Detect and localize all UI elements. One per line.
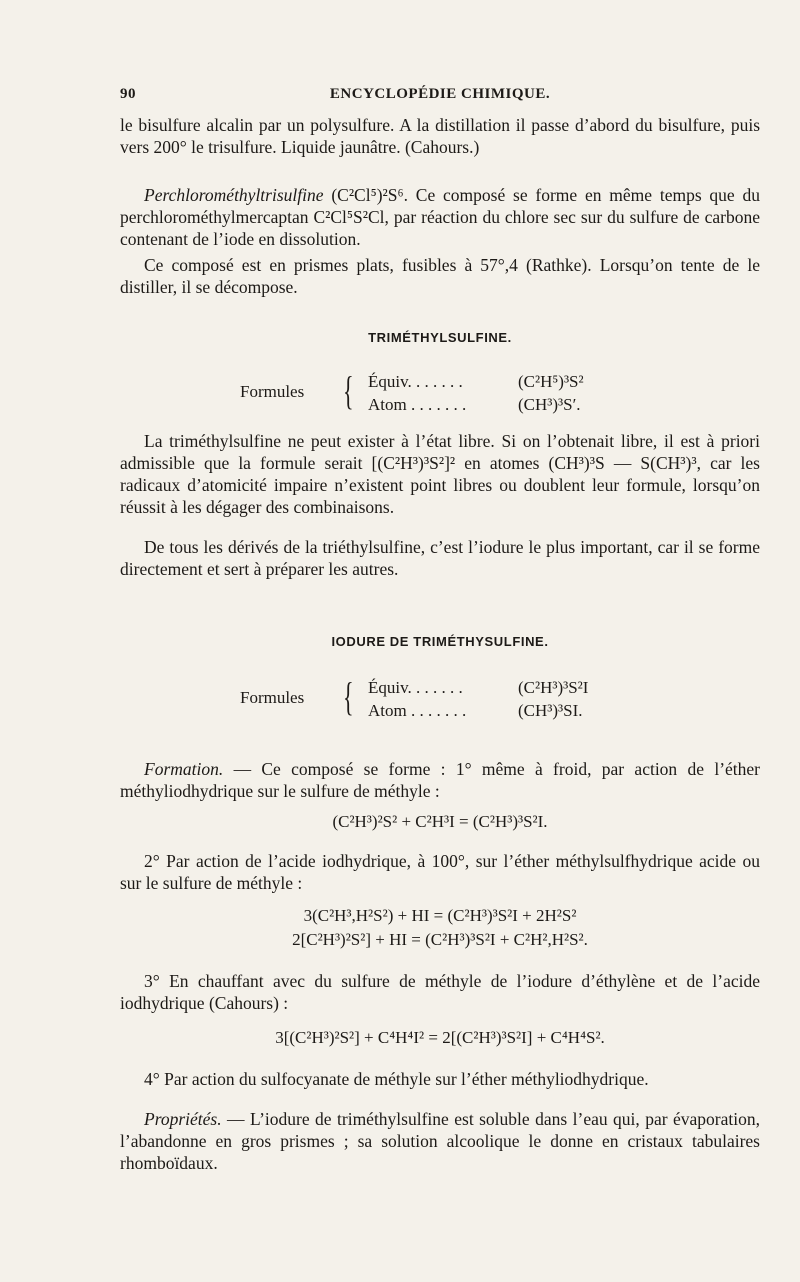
brace: { — [343, 368, 354, 413]
running-title: ENCYCLOPÉDIE CHIMIQUE. — [329, 86, 551, 102]
formulas-iodure — [200, 676, 640, 726]
paragraph-perchloromethyltrisulfine: Perchlorométhyltrisulfine (C²Cl⁵)²S⁶. Ce composé se forme en même temps que du perchlorométhylmercaptan C²Cl⁵S²Cl, par réaction du chlore sec sur du sulfure de carbone contenant de l’iode en dissolution. — [120, 185, 760, 249]
equation-4: 3[(C²H³)²S²] + C⁴H⁴I² = 2[(C²H³)³S²I] + C⁴H⁴S². — [275, 1028, 605, 1047]
brace: { — [343, 674, 354, 719]
page-header — [120, 86, 760, 110]
formulas-label: Formules — [240, 382, 305, 401]
paragraph-bisulfure: le bisulfure alcalin par un polysulfure. A la distillation il passe d’abord du bisulfure, puis vers 200° le trisulfure. Liquide jaunâtre. (Cahours.) — [120, 115, 760, 157]
formula-equiv-row: Équiv. . . . . . . (C²H⁵)³S² — [368, 372, 584, 391]
formula-perchloro: (C²Cl⁵)²S⁶. — [331, 185, 408, 205]
paragraph-proprietes: Propriétés. — L’iodure de triméthylsulfine est soluble dans l’eau qui, par évaporation, l’abandonne en gros prismes ; sa solution alcoolique le donne en cristaux tabulaires rhomboïdaux. — [120, 1109, 760, 1173]
paragraph-formation: Formation. — Ce composé se forme : 1° même à froid, par action de l’éther méthyliodhydrique sur le sulfure de méthyle : — [120, 759, 760, 801]
equation-2: 3(C²H³,H²S²) + HI = (C²H³)³S²I + 2H²S² — [303, 906, 577, 925]
heading-iodure: IODURE DE TRIMÉTHYSULFINE. — [331, 634, 549, 649]
formulas-label: Formules — [240, 688, 305, 707]
formula-atom-row: Atom . . . . . . . (CH³)³S′. — [368, 395, 581, 414]
paragraph-chauffant: 3° En chauffant avec du sulfure de méthyle de l’iodure d’éthylène et de l’acide iodhydrique (Cahours) : — [120, 971, 760, 1013]
equation-3: 2[C²H³)²S²] + HI = (C²H³)³S²I + C²H²,H²S². — [292, 930, 588, 949]
page-number: 90 — [120, 86, 136, 102]
term-proprietes: Propriétés. — [144, 1109, 222, 1129]
term-perchloromethyltrisulfine: Perchlorométhyltrisulfine — [144, 185, 324, 205]
formulas-trimethylsulfine — [200, 370, 640, 420]
paragraph-acide-iodhydrique: 2° Par action de l’acide iodhydrique, à 100°, sur l’éther méthylsulfhydrique acide ou sur le sulfure de méthyle : — [120, 851, 760, 893]
paragraph-trimethylsulfine-libre: La triméthylsulfine ne peut exister à l’état libre. Si on l’obtenait libre, il est à priori admissible que la formule serait [(C²H³)³S²]² en atomes (CH³)³S — S(CH³)³, car les radicaux d’atomicité impaire n’existent point libres ou doublent leur formule, lorsqu’on réussit à les dégager des combinaisons. — [120, 431, 760, 517]
paragraph-sulfocyanate: 4° Par action du sulfocyanate de méthyle sur l’éther méthyliodhydrique. — [144, 1069, 649, 1089]
equation-1: (C²H³)²S² + C²H³I = (C²H³)³S²I. — [332, 812, 548, 831]
term-formation: Formation. — [144, 759, 224, 779]
formula-atom-row: Atom . . . . . . . (CH³)³SI. — [368, 701, 583, 720]
paragraph-derives: De tous les dérivés de la triéthylsulfine, c’est l’iodure le plus important, car il se forme directement et sert à préparer les autres. — [120, 537, 760, 579]
formula-equiv-row: Équiv. . . . . . . (C²H³)³S²I — [368, 678, 589, 697]
paragraph-prismes: Ce composé est en prismes plats, fusibles à 57°,4 (Rathke). Lorsqu’on tente de le distiller, il se décompose. — [120, 255, 760, 297]
heading-trimethylsulfine: TRIMÉTHYLSULFINE. — [368, 330, 512, 345]
